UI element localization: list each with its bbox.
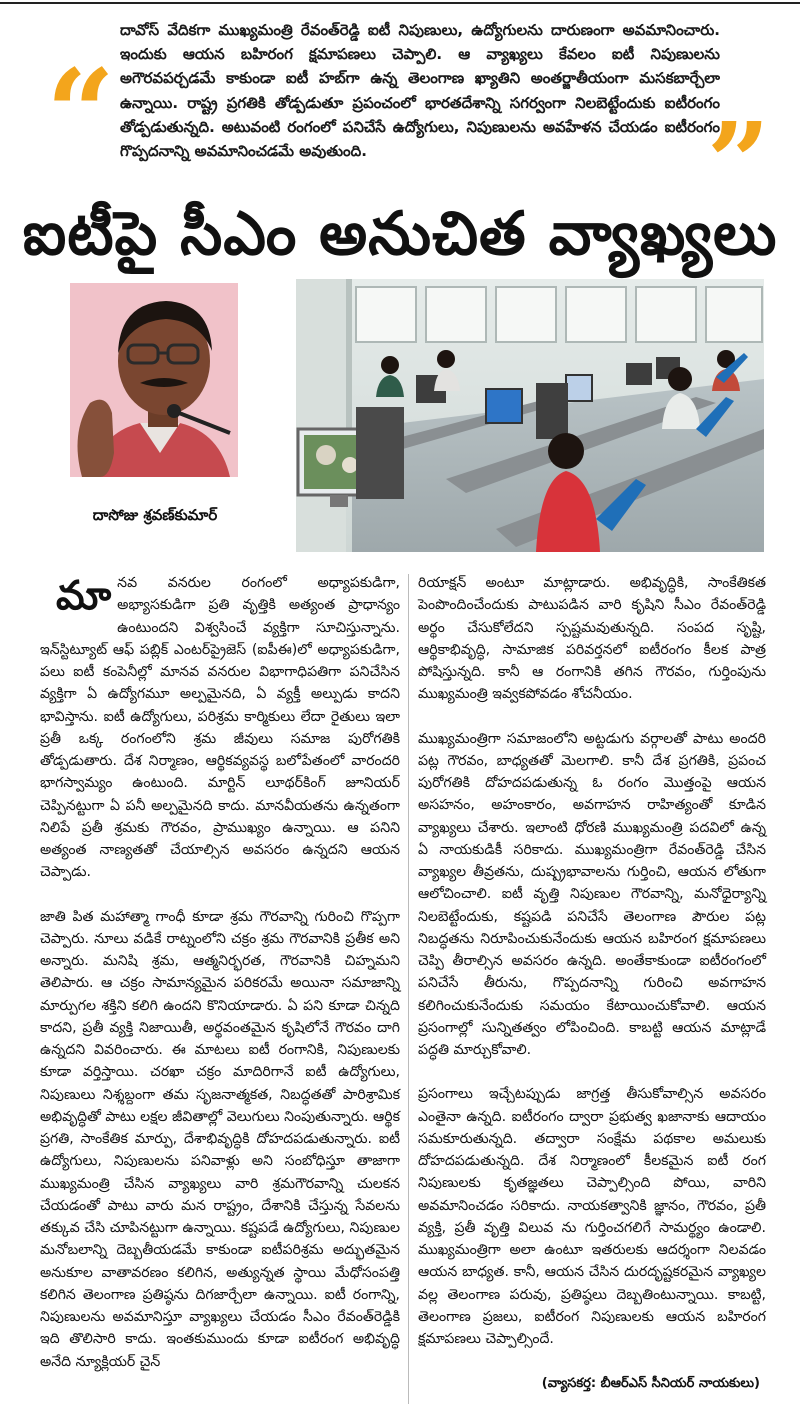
article-column-right [418,572,766,1372]
open-quote-icon: “ [46,43,116,184]
author-credit: (వ్యాసకర్త: బీఆర్‌ఎస్ సీనియర్ నాయకులు) [541,1376,760,1391]
article-paragraph: ముఖ్యమంత్రిగా సమాజంలోని అట్టడుగు వర్గాలతో పాటు అందరి పట్ల గౌరవం, బాధ్యతతో మెలగాలి. కానీ దేశ ప్రగతికి, ప్రపంచ పురోగతికి దోహదపడుతున్న ఓ రంగం మొత్తంపై ఆయన అసహనం, అహంకారం, అవగాహన రాహిత్యంతో కూడిన వ్యాఖ్యలు చేశారు. ఇలాంటి ధోరణి ముఖ్యమంత్రి పదవిలో ఉన్న ఏ నాయకుడికీ సరికాదు. ముఖ్యమంత్రిగా రేవంత్‌రెడ్డి చేసిన వ్యాఖ్యల తీవ్రతను, దుష్ప్రభావాలను గుర్తించి, ఆయన లోతుగా ఆలోచించాలి. ఐటీ వృత్తి నిపుణుల గౌరవాన్ని, మనోధైర్యాన్ని నిలబెట్టేందుకు, కష్టపడి పనిచేసే తెలంగాణ పౌరుల పట్ల నిబద్ధతను నిరూపించుకునేందుకు ఆయన బహిరంగ క్షమాపణలు చెప్పి తీరాల్సిన అవసరం ఉన్నది. అంతేకాకుండా ఐటీరంగంలో పనిచేసే తీరును, గొప్పదనాన్ని గురించి అవగాహన కలిగించుకునేందుకు సమయం కేటాయించుకోవాలి. ఆయన ప్రసంగాల్లో సున్నితత్వం లోపించింది. కాబట్టి ఆయన మాట్లాడే పద్ధతి మార్చుకోవాలి. [418,730,766,1058]
article-paragraph [40,572,400,884]
office-photo [296,279,764,552]
article-column-left [40,572,400,1395]
article-paragraph: జాతి పిత మహాత్మా గాంధీ కూడా శ్రమ గౌరవాన్ని గురించి గొప్పగా చెప్పారు. నూలు వడికే రాట్నంలోని చక్రం శ్రమ గౌరవానికి ప్రతీక అని అన్నారు. మనిషి శ్రమ, ఆత్మనిర్భరత, గౌరవానికి చిహ్నమని తెలిపారు. ఆ చక్రం సామాన్యమైన పరికరమే అయినా సమాజాన్ని మార్పుగల శక్తిని కలిగి ఉందని కొనియాడారు. ఏ పని కూడా చిన్నది కాదని, ప్రతీ వ్యక్తి నిజాయితీ, అర్థవంతమైన కృషిలోనే గౌరవం దాగి ఉన్నదని వివరించారు. ఈ మాటలు ఐటీ రంగానికి, నిపుణులకు కూడా వర్తిస్తాయి. చరఖా చక్రం మాదిరిగానే ఐటీ ఉద్యోగులు, నిపుణులు నిశ్శబ్దంగా తమ సృజనాత్మకత, నిబద్ధతతో పారిశ్రామిక అభివృద్ధితో పాటు లక్షల జీవితాల్లో వెలుగులు నింపుతున్నారు. ఆర్థిక ప్రగతి, సాంకేతిక మార్పు, దేశాభివృద్ధికి దోహదపడుతున్నారు. ఐటీ ఉద్యోగులు, నిపుణులను పనివాళ్లు అని సంబోధిస్తూ తాజాగా ముఖ్యమంత్రి చేసిన వ్యాఖ్యలు వారి శ్రమగౌరవాన్ని చులకన చేయడంతో పాటు వారు మన రాష్ట్రం, దేశానికి చేస్తున్న సేవలను తక్కువ చేసి చూపినట్టుగా ఉన్నాయి. కష్టపడే ఉద్యోగులు, నిపుణుల మనోబలాన్ని దెబ్బతీయడమే కాకుండా ఐటీపరిశ్రమ అద్భుతమైన అనుకూల వాతావరణం కలిగిన, అత్యున్నత స్థాయి మేధోసంపత్తి కలిగిన తెలంగాణ ప్రతిష్ఠను దిగజార్చేలా ఉన్నాయి. ఐటీ రంగాన్ని, నిపుణులను అవమానిస్తూ వ్యాఖ్యలు చేయడం సీఎం రేవంత్‌రెడ్డికి ఇది తొలిసారి కాదు. ఇంతకుముందు కూడా ఐటీరంగ అభివృద్ధి అనేది న్యూక్లియర్ చైన్ [40,908,400,1370]
pull-quote-text: దావోస్ వేదికగా ముఖ్యమంత్రి రేవంత్‌రెడ్డి ఐటీ నిపుణులు, ఉద్యోగులను దారుణంగా అవమానించారు. ఇందుకు ఆయన బహిరంగ క్షమాపణలు చెప్పాలి. ఆ వ్యాఖ్యలు కేవలం ఐటీ నిపుణులను అగౌరవపర్చడమే కాకుండా ఐటీ హబ్‌గా ఉన్న తెలంగాణ ఖ్యాతిని అంతర్జాతీయంగా మసకబార్చేలా ఉన్నాయి. రాష్ట్ర ప్రగతికి తోడ్పడుతూ ప్రపంచంలో భారతదేశాన్ని సగర్వంగా నిలబెట్టేందుకు ఐటీరంగం తోడ్పడుతున్నది. అటువంటి రంగంలో పనిచేసే ఉద్యోగులు, నిపుణులను అవహేళన చేయడం ఐటీరంగం గొప్పదనాన్ని అవమానించడమే అవుతుంది. [120,21,720,161]
article-paragraph: రియాక్షన్ అంటూ మాట్లాడారు. అభివృద్ధికి, సాంకేతికత పెంపొందించేందుకు పాటుపడిన వారి కృషిని సీఎం రేవంత్‌రెడ్డి అర్థం చేసుకోలేదని స్పష్టమవుతున్నది. సంపద సృష్టి, ఆర్థికాభివృద్ధి, సామాజిక పరివర్తనలో ఐటీరంగం కీలక పాత్ర పోషిస్తున్నది. కానీ ఆ రంగానికి తగిన గౌరవం, గుర్తింపును ముఖ్యమంత్రి ఇవ్వకపోవడం శోచనీయం. [418,575,766,703]
top-rule [0,2,800,4]
close-quote-icon: ” [706,98,770,227]
author-portrait [70,283,238,477]
column-divider [408,574,409,1404]
article-paragraph: ప్రసంగాలు ఇచ్చేటప్పుడు జాగ్రత్త తీసుకోవాల్సిన అవసరం ఎంతైనా ఉన్నది. ఐటీరంగం ద్వారా ప్రభుత్వ ఖజానాకు ఆదాయం సమకూరుతున్నది. తద్వారా సంక్షేమ పథకాల అమలుకు దోహదపడుతున్నది. దేశ నిర్మాణంలో కీలకమైన ఐటీ రంగ నిపుణులకు కృతజ్ఞతలు చెప్పాల్సింది పోయి, వారిని అవమానించడం సరికాదు. నాయకత్వానికి జ్ఞానం, గౌరవం, ప్రతీ వ్యక్తి, ప్రతీ వృత్తి విలువ ను గుర్తించగలిగే సామర్థ్యం ఉండాలి. ముఖ్యమంత్రిగా అలా ఉంటూ ఇతరులకు ఆదర్శంగా నిలవడం ఆయన బాధ్యత. కానీ, ఆయన చేసిన దురదృష్టకరమైన వ్యాఖ్యల వల్ల తెలంగాణ పరువు, ప్రతిష్ఠలు దెబ్బతింటున్నాయి. కాబట్టి, తెలంగాణ ప్రజలు, ఐటీరంగ నిపుణులకు ఆయన బహిరంగ క్షమాపణలు చెప్పాల్సిందే. [418,1086,766,1347]
author-byline: దాసోజు శ్రవణ్‌కుమార్ [92,506,218,524]
article-text: నవ వనరుల రంగంలో అధ్యాపకుడిగా, అభ్యాసకుడిగా ప్రతి వృత్తికి అత్యంత ప్రాధాన్యం ఉంటుందని విశ్వసించే వ్యక్తిగా సూచిస్తున్నాను. ఇన్‌స్టిట్యూట్ ఆఫ్ పబ్లిక్ ఎంటర్‌ప్రైజెస్ (ఐపీఈ)లో అధ్యాపకుడిగా, పలు ఐటీ కంపెనీల్లో మానవ వనరుల విభాగాధిపతిగా పనిచేసిన వ్యక్తిగా ఏ ఉద్యోగమూ అల్పమైనది, ఏ వ్యక్తీ అల్పుడు కాదని భావిస్తాను. ఐటీ ఉద్యోగులు, పరిశ్రమ కార్మికులు లేదా రైతులు ఇలా ప్రతీ ఒక్క రంగంలోని శ్రమ జీవులు సమాజ పురోగతికి తోడ్పడుతారు. దేశ నిర్మాణం, ఆర్థికవ్యవస్థ బలోపేతంలో వారందరి భాగస్వామ్యం ఉంటుంది. మార్టిన్ లూథర్‌కింగ్ జూనియర్ చెప్పినట్టుగా ఏ పనీ అల్పమైనది కాదు. మానవీయతను ఉన్నతంగా నిలిపే ప్రతీ శ్రమకు గౌరవం, ప్రాముఖ్యం ఉన్నాయి. ఆ పనిని అత్యంత నాణ్యతతో చేయాల్సిన అవసరం ఉన్నదని ఆయన చెప్పాడు. [40,575,400,881]
drop-cap: మా [56,572,112,619]
headline: ఐటీపై సీఎం అనుచిత వ్యాఖ్యలు [22,199,778,269]
pull-quote [40,18,770,227]
